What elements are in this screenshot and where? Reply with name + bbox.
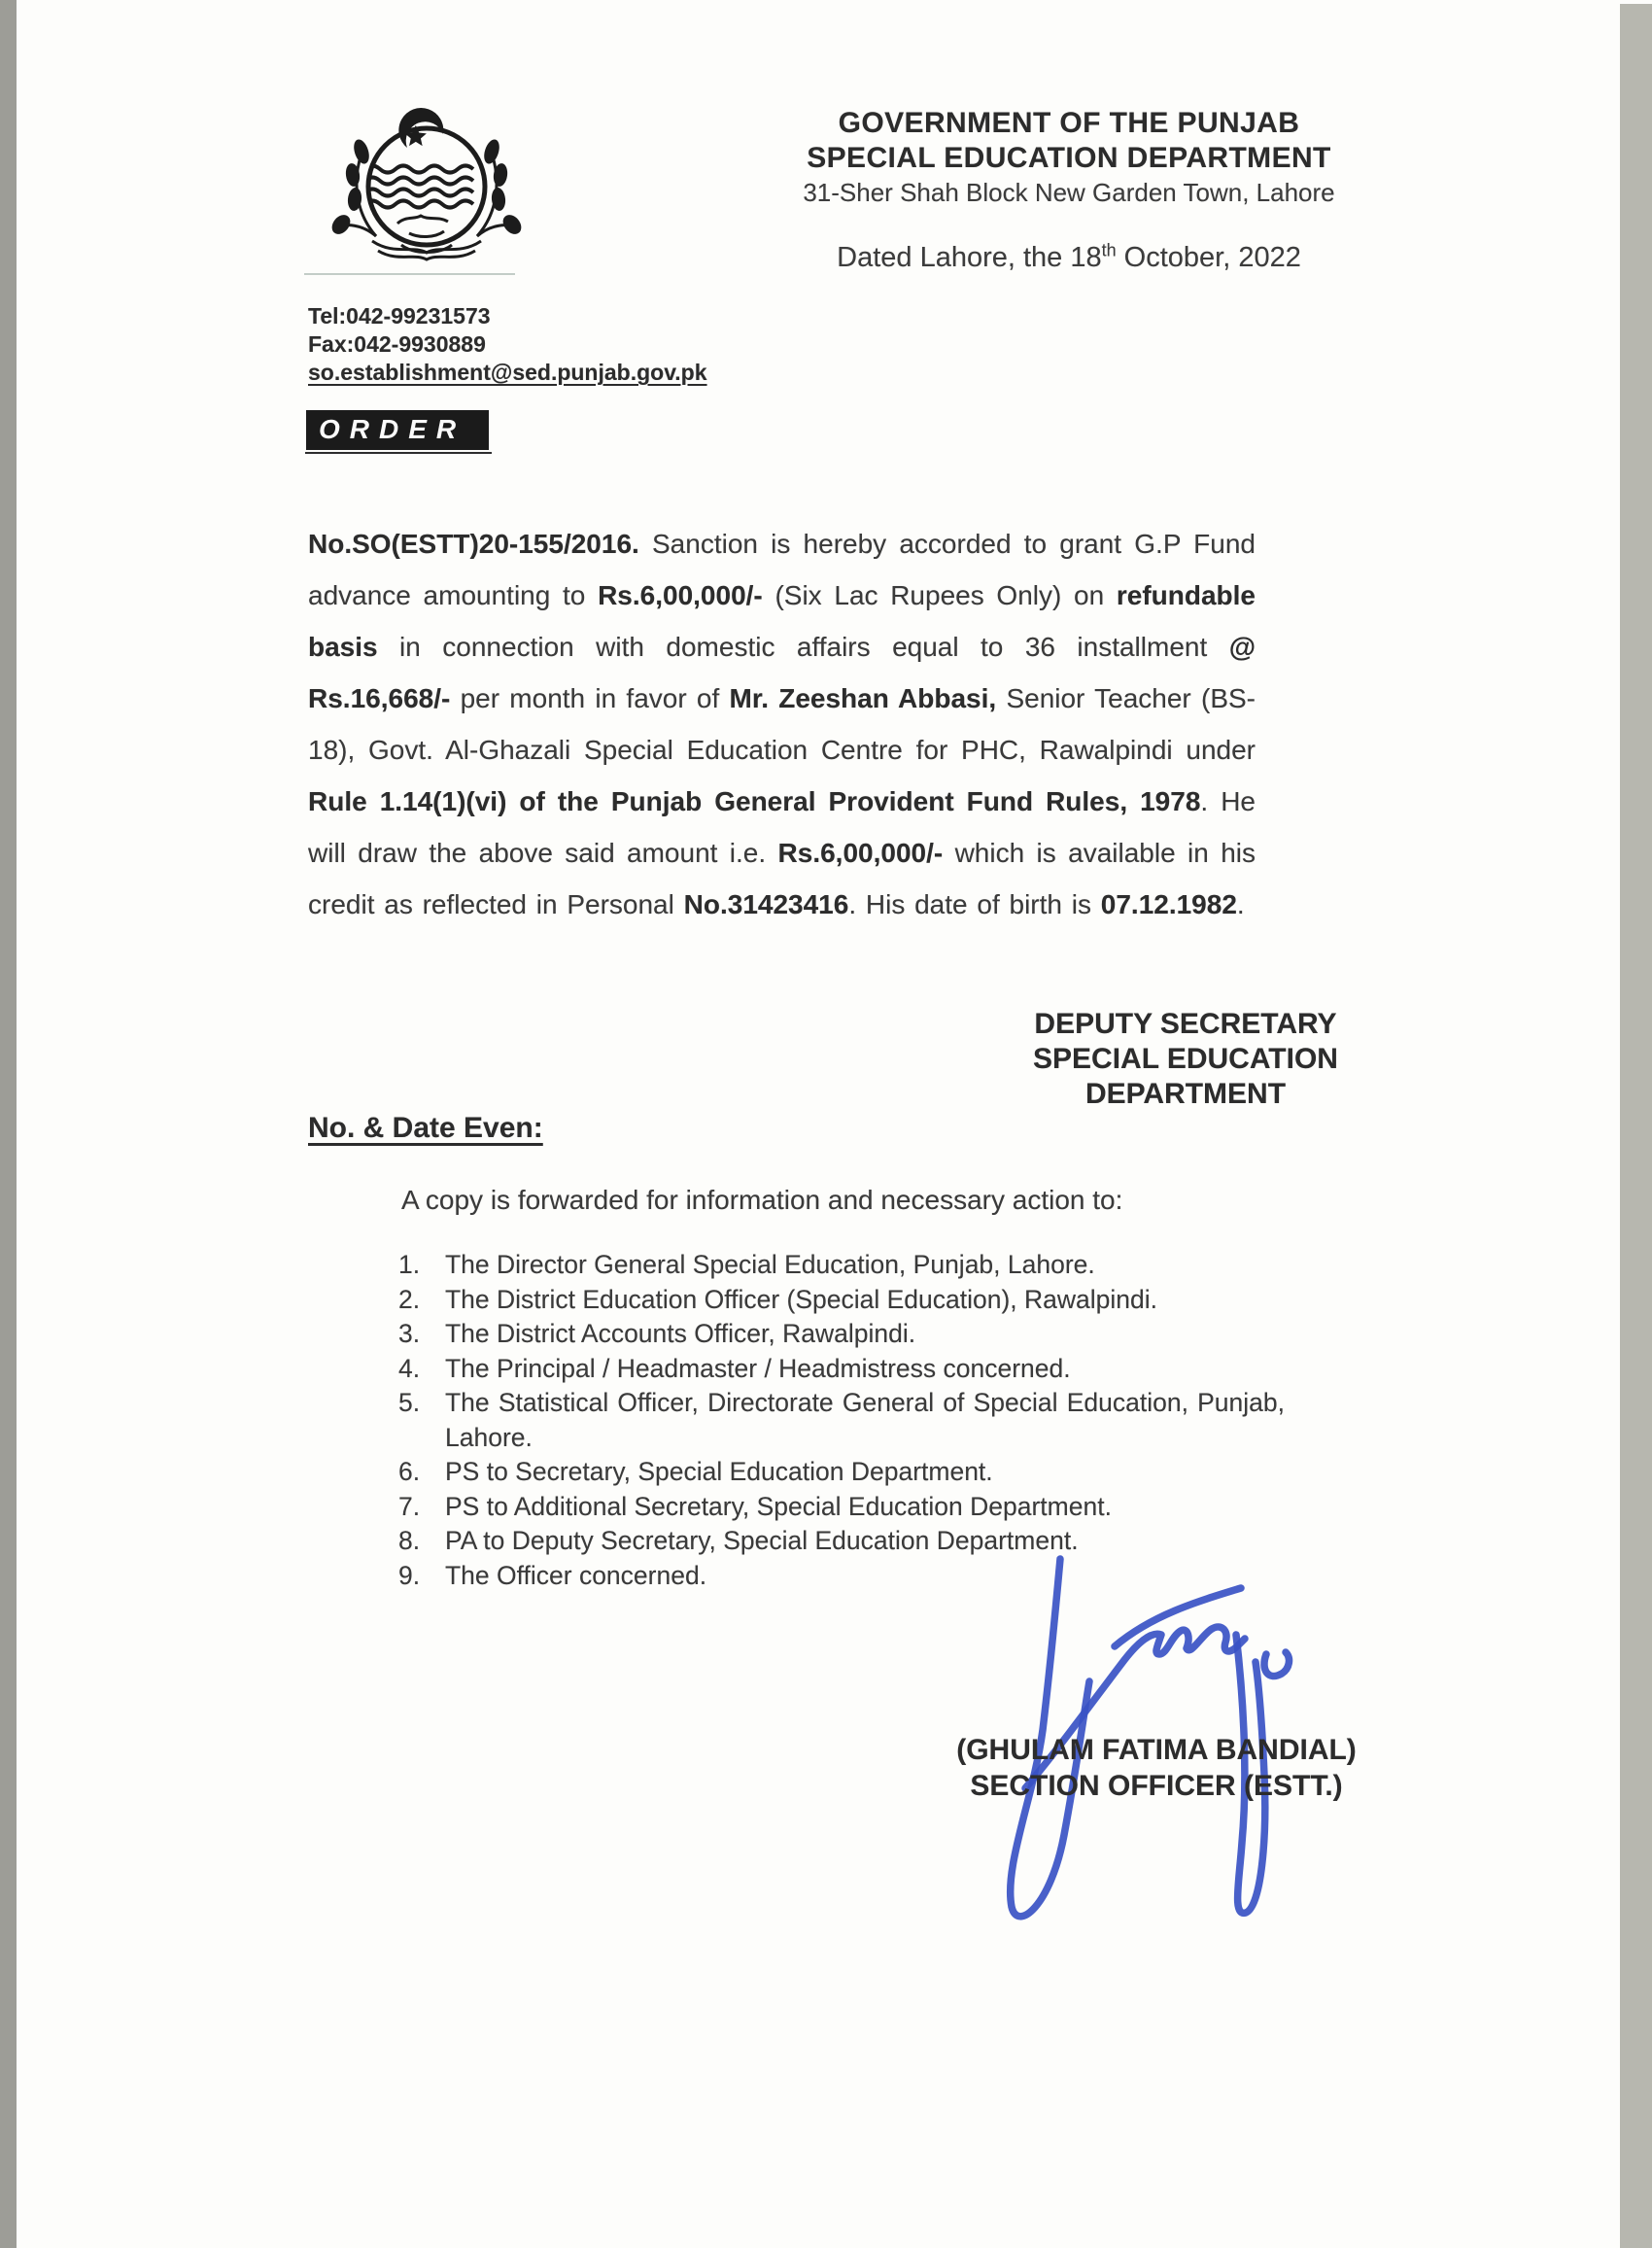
distribution-item-text: The Director General Special Education, Punjab, Lahore. — [445, 1250, 1095, 1279]
contact-block — [308, 302, 707, 387]
distribution-item-number: 1. — [398, 1250, 421, 1279]
body-text-segment: Senior Teacher (BS-18), Govt. Al-Ghazali Special Education Centre for PHC, Rawalpindi under — [308, 683, 1256, 765]
letter-page — [17, 0, 1620, 2248]
body-text-segment: . He will draw the above said amount i.e. — [308, 786, 1256, 868]
distribution-item-text: The District Accounts Officer, Rawalpindi. — [445, 1319, 916, 1348]
body-text-segment: @ Rs.16,668/- — [308, 632, 1256, 713]
body-text-segment: Sanction is hereby accorded to grant G.P Fund advance amounting to — [308, 529, 1256, 610]
signatory-line-1: DEPUTY SECRETARY — [1034, 1008, 1337, 1040]
order-heading: ORDER — [319, 414, 466, 444]
telephone-number: Tel:042-99231573 — [308, 303, 491, 329]
distribution-item — [398, 1317, 1285, 1352]
distribution-item-number: 5. — [398, 1388, 421, 1417]
body-text-segment: 07.12.1982 — [1100, 889, 1237, 919]
distribution-item-number: 3. — [398, 1319, 421, 1348]
date-line — [729, 242, 1409, 274]
forwarding-statement: A copy is forwarded for information and necessary action to: — [401, 1185, 1123, 1215]
distribution-item — [398, 1283, 1285, 1318]
email-address: so.establishment@sed.punjab.gov.pk — [308, 360, 707, 385]
order-heading-underline — [305, 452, 492, 454]
body-text-segment: per month in favor of — [450, 683, 730, 713]
distribution-item — [398, 1559, 1285, 1594]
body-text-segment: No.31423416 — [683, 889, 849, 919]
body-text-segment: . — [1236, 889, 1245, 919]
order-heading-banner — [306, 410, 489, 450]
date-text: Dated Lahore, the 18 — [837, 242, 1102, 273]
body-text-segment: Rule 1.14(1)(vi) of the Punjab General Provident Fund Rules, 1978 — [308, 786, 1201, 816]
distribution-item-number: 7. — [398, 1491, 421, 1521]
signatory-line-3: DEPARTMENT — [1084, 1078, 1287, 1110]
punjab-government-emblem-icon — [316, 97, 539, 272]
distribution-list — [398, 1248, 1285, 1593]
body-text-segment: refundable basis — [308, 580, 1256, 662]
distribution-item-text: The District Education Officer (Special Education), Rawalpindi. — [445, 1284, 1158, 1314]
signatory-designation-block — [991, 1007, 1380, 1112]
distribution-item-number: 9. — [398, 1560, 421, 1590]
distribution-item-number: 6. — [398, 1457, 421, 1486]
distribution-item — [398, 1524, 1285, 1559]
reference-number-label: No. & Date Even: — [308, 1112, 543, 1144]
distribution-item-number: 4. — [398, 1353, 421, 1383]
government-title: GOVERNMENT OF THE PUNJAB — [838, 107, 1300, 139]
letterhead-divider — [304, 273, 515, 275]
body-text-segment: (Six Lac Rupees Only) on — [762, 580, 1117, 610]
distribution-item-text: PA to Deputy Secretary, Special Education Department. — [445, 1526, 1079, 1555]
distribution-item — [398, 1352, 1285, 1387]
scan-edge-left — [0, 0, 17, 2248]
signature-block — [923, 1732, 1390, 1804]
date-ordinal-suffix: th — [1101, 240, 1117, 260]
distribution-item-text: PS to Additional Secretary, Special Education Department. — [445, 1491, 1112, 1521]
distribution-item-number: 2. — [398, 1284, 421, 1314]
date-text-rest: October, 2022 — [1116, 242, 1301, 273]
distribution-item-number: 8. — [398, 1526, 421, 1555]
distribution-item-text: PS to Secretary, Special Education Department. — [445, 1457, 993, 1486]
department-title: SPECIAL EDUCATION DEPARTMENT — [807, 142, 1331, 174]
distribution-item — [398, 1490, 1285, 1525]
body-text-segment: in connection with domestic affairs equal to 36 installment — [377, 632, 1229, 662]
signatory-line-2: SPECIAL EDUCATION — [1033, 1043, 1338, 1075]
distribution-item-text: The Principal / Headmaster / Headmistress concerned. — [445, 1353, 1071, 1383]
scan-edge-right — [1620, 4, 1652, 2248]
distribution-item-text: The Officer concerned. — [445, 1560, 707, 1590]
signatory-name: (GHULAM FATIMA BANDIAL) — [956, 1734, 1357, 1766]
body-text-segment: . His date of birth is — [848, 889, 1101, 919]
body-text-segment: No.SO(ESTT)20-155/2016. — [308, 529, 639, 559]
distribution-item — [398, 1248, 1285, 1283]
distribution-item-text: The Statistical Officer, Directorate General of Special Education, Punjab, Lahore. — [445, 1388, 1285, 1452]
body-text-segment: Mr. Zeeshan Abbasi, — [729, 683, 997, 713]
signatory-title: SECTION OFFICER (ESTT.) — [970, 1770, 1343, 1802]
body-text-segment: Rs.6,00,000/- — [777, 838, 944, 868]
letterhead — [729, 106, 1409, 210]
fax-number: Fax:042-9930889 — [308, 331, 486, 357]
distribution-item — [398, 1455, 1285, 1490]
distribution-item — [398, 1386, 1285, 1455]
body-text-segment: which is available in his credit as reflected in Personal — [308, 838, 1256, 919]
body-text-segment: Rs.6,00,000/- — [598, 580, 763, 610]
department-address: 31-Sher Shah Block New Garden Town, Lahore — [803, 178, 1335, 207]
order-body-paragraph — [308, 518, 1256, 930]
